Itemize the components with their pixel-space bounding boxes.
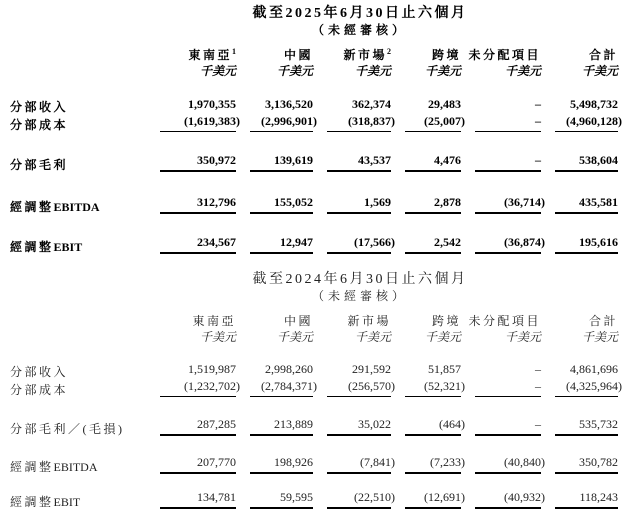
value-cell	[395, 114, 465, 132]
value-text: 4,861,696	[570, 362, 618, 376]
column-header-text: 未分配項目	[468, 314, 541, 328]
row-label-cjk: 經調整	[10, 460, 54, 474]
spacer-row	[10, 214, 622, 235]
unaudited-label-2024: （未經審核）	[311, 289, 408, 303]
value-text: 59,595	[280, 490, 313, 504]
underlined-value	[475, 417, 541, 436]
underlined-value	[160, 417, 236, 436]
underlined-value	[250, 455, 313, 474]
underlined-value	[475, 490, 545, 509]
value-text: 312,796	[197, 195, 236, 209]
header-row-regions	[10, 44, 622, 62]
value-text: 198,926	[274, 455, 313, 469]
column-header-text: 合計	[588, 48, 618, 62]
underlined-value	[555, 417, 618, 436]
value-cell	[545, 417, 622, 436]
underlined-value	[160, 114, 240, 132]
value-cell	[150, 195, 240, 214]
column-header-1	[240, 310, 317, 328]
underlined-value	[250, 379, 317, 397]
underlined-value	[475, 153, 541, 172]
row-label-cjk: 經調整	[10, 200, 54, 214]
row-label-latin: EBIT	[53, 495, 81, 509]
table-row	[10, 114, 622, 132]
value-text: 2,998,260	[265, 362, 313, 376]
column-unit-4: 千美元	[504, 330, 541, 344]
underlined-value	[327, 490, 395, 509]
footnote-superscript: 1	[232, 47, 236, 56]
value-text: (40,932)	[504, 490, 545, 504]
value-text: (40,840)	[504, 455, 545, 469]
column-unit-5: 千美元	[581, 64, 618, 78]
value-text: 5,498,732	[570, 97, 618, 111]
value-cell	[240, 195, 317, 214]
row-label	[10, 195, 150, 214]
value-cell	[545, 490, 622, 509]
row-label-cjk: 分部收入	[10, 365, 69, 379]
unit-label-blank	[10, 328, 150, 344]
column-header-text: 跨境	[431, 48, 461, 62]
value-text: (256,570)	[348, 379, 395, 393]
value-cell	[545, 97, 622, 114]
spacer-row	[10, 172, 622, 195]
spacer-row	[10, 397, 622, 417]
table-row	[10, 362, 622, 379]
value-cell	[545, 235, 622, 254]
value-text: (318,837)	[348, 114, 395, 128]
underlined-value	[250, 114, 317, 132]
row-label-cjk: 分部成本	[10, 118, 69, 132]
value-text: 350,782	[579, 455, 618, 469]
value-text: (2,996,901)	[261, 114, 317, 128]
underlined-value	[250, 235, 313, 254]
underlined-value	[160, 455, 236, 474]
value-text: (464)	[439, 417, 465, 431]
underlined-value	[405, 153, 461, 172]
value-text: 291,592	[352, 362, 391, 376]
underlined-value	[555, 235, 618, 254]
underlined-value	[555, 195, 618, 214]
value-text: –	[535, 362, 541, 376]
value-text: (4,325,964)	[566, 379, 622, 393]
value-text: 35,022	[358, 417, 391, 431]
value-cell	[317, 490, 395, 509]
column-unit-0: 千美元	[199, 64, 236, 78]
spacer-row	[10, 78, 622, 97]
value-text: 155,052	[274, 195, 313, 209]
unit-label-blank	[10, 62, 150, 78]
value-cell	[150, 490, 240, 509]
underlined-value	[475, 379, 541, 397]
value-text: (12,691)	[424, 490, 465, 504]
row-label-latin: EBIT	[53, 240, 83, 254]
value-cell	[395, 379, 465, 397]
row-label-cjk: 經調整	[10, 240, 54, 254]
value-text: 535,732	[579, 417, 618, 431]
column-header-text: 未分配項目	[468, 48, 541, 62]
value	[555, 97, 618, 114]
value-text: 2,542	[434, 235, 461, 249]
header-row-units	[10, 62, 622, 78]
value-cell	[317, 235, 395, 254]
underlined-value	[405, 455, 465, 474]
value-cell	[150, 362, 240, 379]
value-cell	[395, 235, 465, 254]
column-header-0	[150, 44, 240, 62]
underlined-value	[555, 153, 618, 172]
column-unit-2: 千美元	[354, 330, 391, 344]
row-label	[10, 490, 150, 509]
value	[555, 362, 618, 379]
column-header-1	[240, 44, 317, 62]
value-cell	[150, 455, 240, 474]
column-header-text: 新市場	[347, 314, 391, 328]
value-text: 3,136,520	[265, 97, 313, 111]
value-cell	[240, 362, 317, 379]
value-cell	[465, 379, 545, 397]
column-unit-3: 千美元	[424, 330, 461, 344]
value-cell	[545, 362, 622, 379]
underlined-value	[405, 490, 465, 509]
value-cell	[395, 455, 465, 474]
value-text: 29,483	[428, 97, 461, 111]
column-unit-2: 千美元	[354, 64, 391, 78]
column-unit-1: 千美元	[276, 330, 313, 344]
spacer-cell	[10, 436, 622, 455]
row-label-latin: EBITDA	[53, 460, 98, 474]
value-cell	[317, 114, 395, 132]
underlined-value	[327, 235, 395, 254]
row-label	[10, 455, 150, 474]
spacer-cell	[10, 397, 622, 417]
value-text: 134,781	[197, 490, 236, 504]
value-cell	[465, 97, 545, 114]
row-label	[10, 97, 150, 114]
underlined-value	[405, 114, 465, 132]
column-header-3	[395, 310, 465, 328]
table-row	[10, 455, 622, 474]
column-unit-0: 千美元	[199, 330, 236, 344]
row-label-cjk: 分部收入	[10, 100, 69, 114]
value-text: (36,874)	[504, 235, 545, 249]
underlined-value	[327, 195, 391, 214]
underlined-value	[475, 195, 545, 214]
row-label-cjk: 分部成本	[10, 383, 69, 397]
column-header-text: 東南亞	[192, 314, 236, 328]
value-cell	[240, 153, 317, 172]
value-text: 287,285	[197, 417, 236, 431]
value-cell	[465, 114, 545, 132]
value-text: 43,537	[358, 153, 391, 167]
column-header-2	[317, 44, 395, 62]
value-text: (52,321)	[424, 379, 465, 393]
value-text: (4,960,128)	[566, 114, 622, 128]
value-cell	[150, 417, 240, 436]
spacer-row	[10, 132, 622, 153]
column-header-5	[545, 44, 622, 62]
table-row	[10, 97, 622, 114]
underlined-value	[475, 235, 545, 254]
value-text: –	[535, 153, 541, 167]
value-text: 538,604	[579, 153, 618, 167]
underlined-value	[405, 195, 461, 214]
value-cell	[240, 235, 317, 254]
value-text: (2,784,371)	[261, 379, 317, 393]
row-label	[10, 153, 150, 172]
header-label-blank	[10, 310, 150, 328]
underlined-value	[555, 379, 622, 397]
column-unit-1: 千美元	[276, 64, 313, 78]
header-row-regions	[10, 310, 622, 328]
value-text: 234,567	[197, 235, 236, 249]
row-label	[10, 379, 150, 397]
value-text: (7,841)	[360, 455, 395, 469]
value-text: 139,619	[274, 153, 313, 167]
value	[327, 97, 391, 114]
value-text: –	[535, 114, 541, 128]
underlined-value	[327, 379, 395, 397]
value-text: 4,476	[434, 153, 461, 167]
period-title-2024: 截至2024年6月30日止六個月	[252, 272, 468, 287]
value-cell	[465, 455, 545, 474]
value-cell	[317, 97, 395, 114]
value-cell	[465, 362, 545, 379]
spacer-cell	[10, 78, 622, 97]
value-cell	[150, 379, 240, 397]
row-label-cjk: 分部毛利／(毛損)	[10, 422, 125, 436]
header-row-units	[10, 328, 622, 344]
column-header-4	[465, 44, 545, 62]
table-row	[10, 235, 622, 254]
underlined-value	[555, 114, 622, 132]
value-text: 118,243	[579, 490, 618, 504]
column-header-text: 中國	[283, 48, 313, 62]
row-label	[10, 114, 150, 132]
value-text: –	[535, 97, 541, 111]
column-header-text: 新市場	[343, 48, 387, 62]
value-cell	[240, 490, 317, 509]
underlined-value	[250, 153, 313, 172]
table-row	[10, 490, 622, 509]
value-cell	[240, 379, 317, 397]
footnote-superscript: 2	[387, 47, 391, 56]
column-unit-4: 千美元	[504, 64, 541, 78]
unaudited-label-2025: （未經審核）	[311, 23, 408, 37]
value-text: 1,970,355	[188, 97, 236, 111]
table-row	[10, 195, 622, 214]
underlined-value	[405, 379, 465, 397]
value-cell	[317, 379, 395, 397]
value	[475, 362, 541, 379]
row-label-cjk: 經調整	[10, 495, 54, 509]
value-text: (22,510)	[354, 490, 395, 504]
underlined-value	[475, 114, 541, 132]
value-cell	[317, 362, 395, 379]
underlined-value	[475, 455, 545, 474]
value-cell	[317, 455, 395, 474]
value	[327, 362, 391, 379]
value-cell	[545, 153, 622, 172]
value-cell	[465, 195, 545, 214]
value-cell	[545, 114, 622, 132]
value-text: (36,714)	[504, 195, 545, 209]
value-text: 362,374	[352, 97, 391, 111]
value-text: 213,889	[274, 417, 313, 431]
column-header-4	[465, 310, 545, 328]
value-cell	[395, 490, 465, 509]
value-cell	[395, 417, 465, 436]
value-text: 1,519,987	[188, 362, 236, 376]
value-text: (7,233)	[430, 455, 465, 469]
underlined-value	[555, 455, 618, 474]
value-text: 350,972	[197, 153, 236, 167]
value-cell	[465, 490, 545, 509]
spacer-cell	[10, 344, 622, 362]
underlined-value	[405, 417, 465, 436]
segment-table-2025	[10, 44, 622, 254]
spacer-cell	[10, 474, 622, 490]
value-text: 435,581	[579, 195, 618, 209]
value-cell	[545, 379, 622, 397]
row-label	[10, 417, 150, 436]
value-cell	[240, 114, 317, 132]
value-cell	[317, 153, 395, 172]
value	[475, 97, 541, 114]
value-cell	[317, 195, 395, 214]
value-text: 207,770	[197, 455, 236, 469]
column-header-text: 合計	[588, 314, 618, 328]
column-header-text: 中國	[283, 314, 313, 328]
value	[250, 97, 313, 114]
value-text: (25,007)	[424, 114, 465, 128]
value-cell	[465, 153, 545, 172]
value-cell	[240, 455, 317, 474]
value-text: (1,619,383)	[184, 114, 240, 128]
column-header-text: 跨境	[431, 314, 461, 328]
underlined-value	[160, 490, 236, 509]
value-cell	[545, 195, 622, 214]
value-cell	[240, 417, 317, 436]
value-cell	[150, 235, 240, 254]
value-cell	[395, 97, 465, 114]
value-cell	[395, 362, 465, 379]
value-cell	[150, 97, 240, 114]
value-cell	[395, 195, 465, 214]
underlined-value	[160, 195, 236, 214]
underlined-value	[160, 153, 236, 172]
column-unit-5: 千美元	[581, 330, 618, 344]
value-text: 51,857	[428, 362, 461, 376]
value-cell	[150, 153, 240, 172]
column-unit-3: 千美元	[424, 64, 461, 78]
underlined-value	[327, 114, 395, 132]
underlined-value	[250, 490, 313, 509]
value	[405, 97, 461, 114]
underlined-value	[405, 235, 461, 254]
column-header-0	[150, 310, 240, 328]
value-cell	[465, 417, 545, 436]
value	[250, 362, 313, 379]
value-text: 2,878	[434, 195, 461, 209]
underlined-value	[327, 153, 391, 172]
row-label-latin: EBITDA	[53, 200, 100, 214]
spacer-row	[10, 474, 622, 490]
spacer-cell	[10, 132, 622, 153]
table-row	[10, 417, 622, 436]
underlined-value	[555, 490, 618, 509]
table-row	[10, 379, 622, 397]
value-cell	[395, 153, 465, 172]
underlined-value	[327, 455, 395, 474]
value-cell	[465, 235, 545, 254]
column-header-3	[395, 44, 465, 62]
underlined-value	[160, 235, 236, 254]
underlined-value	[160, 379, 240, 397]
value-text: 12,947	[280, 235, 313, 249]
spacer-row	[10, 344, 622, 362]
column-header-text: 東南亞	[188, 48, 232, 62]
value-text: (17,566)	[354, 235, 395, 249]
table-row	[10, 153, 622, 172]
value-text: (1,232,702)	[184, 379, 240, 393]
value	[160, 97, 236, 114]
value-cell	[317, 417, 395, 436]
column-header-2	[317, 310, 395, 328]
header-label-blank	[10, 44, 150, 62]
value	[405, 362, 461, 379]
row-label	[10, 362, 150, 379]
spacer-cell	[10, 172, 622, 195]
spacer-cell	[10, 214, 622, 235]
value-cell	[545, 455, 622, 474]
value-text: –	[535, 379, 541, 393]
underlined-value	[250, 195, 313, 214]
value-text: 1,569	[364, 195, 391, 209]
value-text: –	[535, 417, 541, 431]
segment-table-2024	[10, 310, 622, 509]
value-cell	[150, 114, 240, 132]
value-text: 195,616	[579, 235, 618, 249]
spacer-row	[10, 436, 622, 455]
period-title-2025: 截至2025年6月30日止六個月	[252, 6, 468, 21]
row-label	[10, 235, 150, 254]
value	[160, 362, 236, 379]
row-label-cjk: 分部毛利	[10, 158, 69, 172]
value-cell	[240, 97, 317, 114]
underlined-value	[327, 417, 391, 436]
underlined-value	[250, 417, 313, 436]
column-header-5	[545, 310, 622, 328]
